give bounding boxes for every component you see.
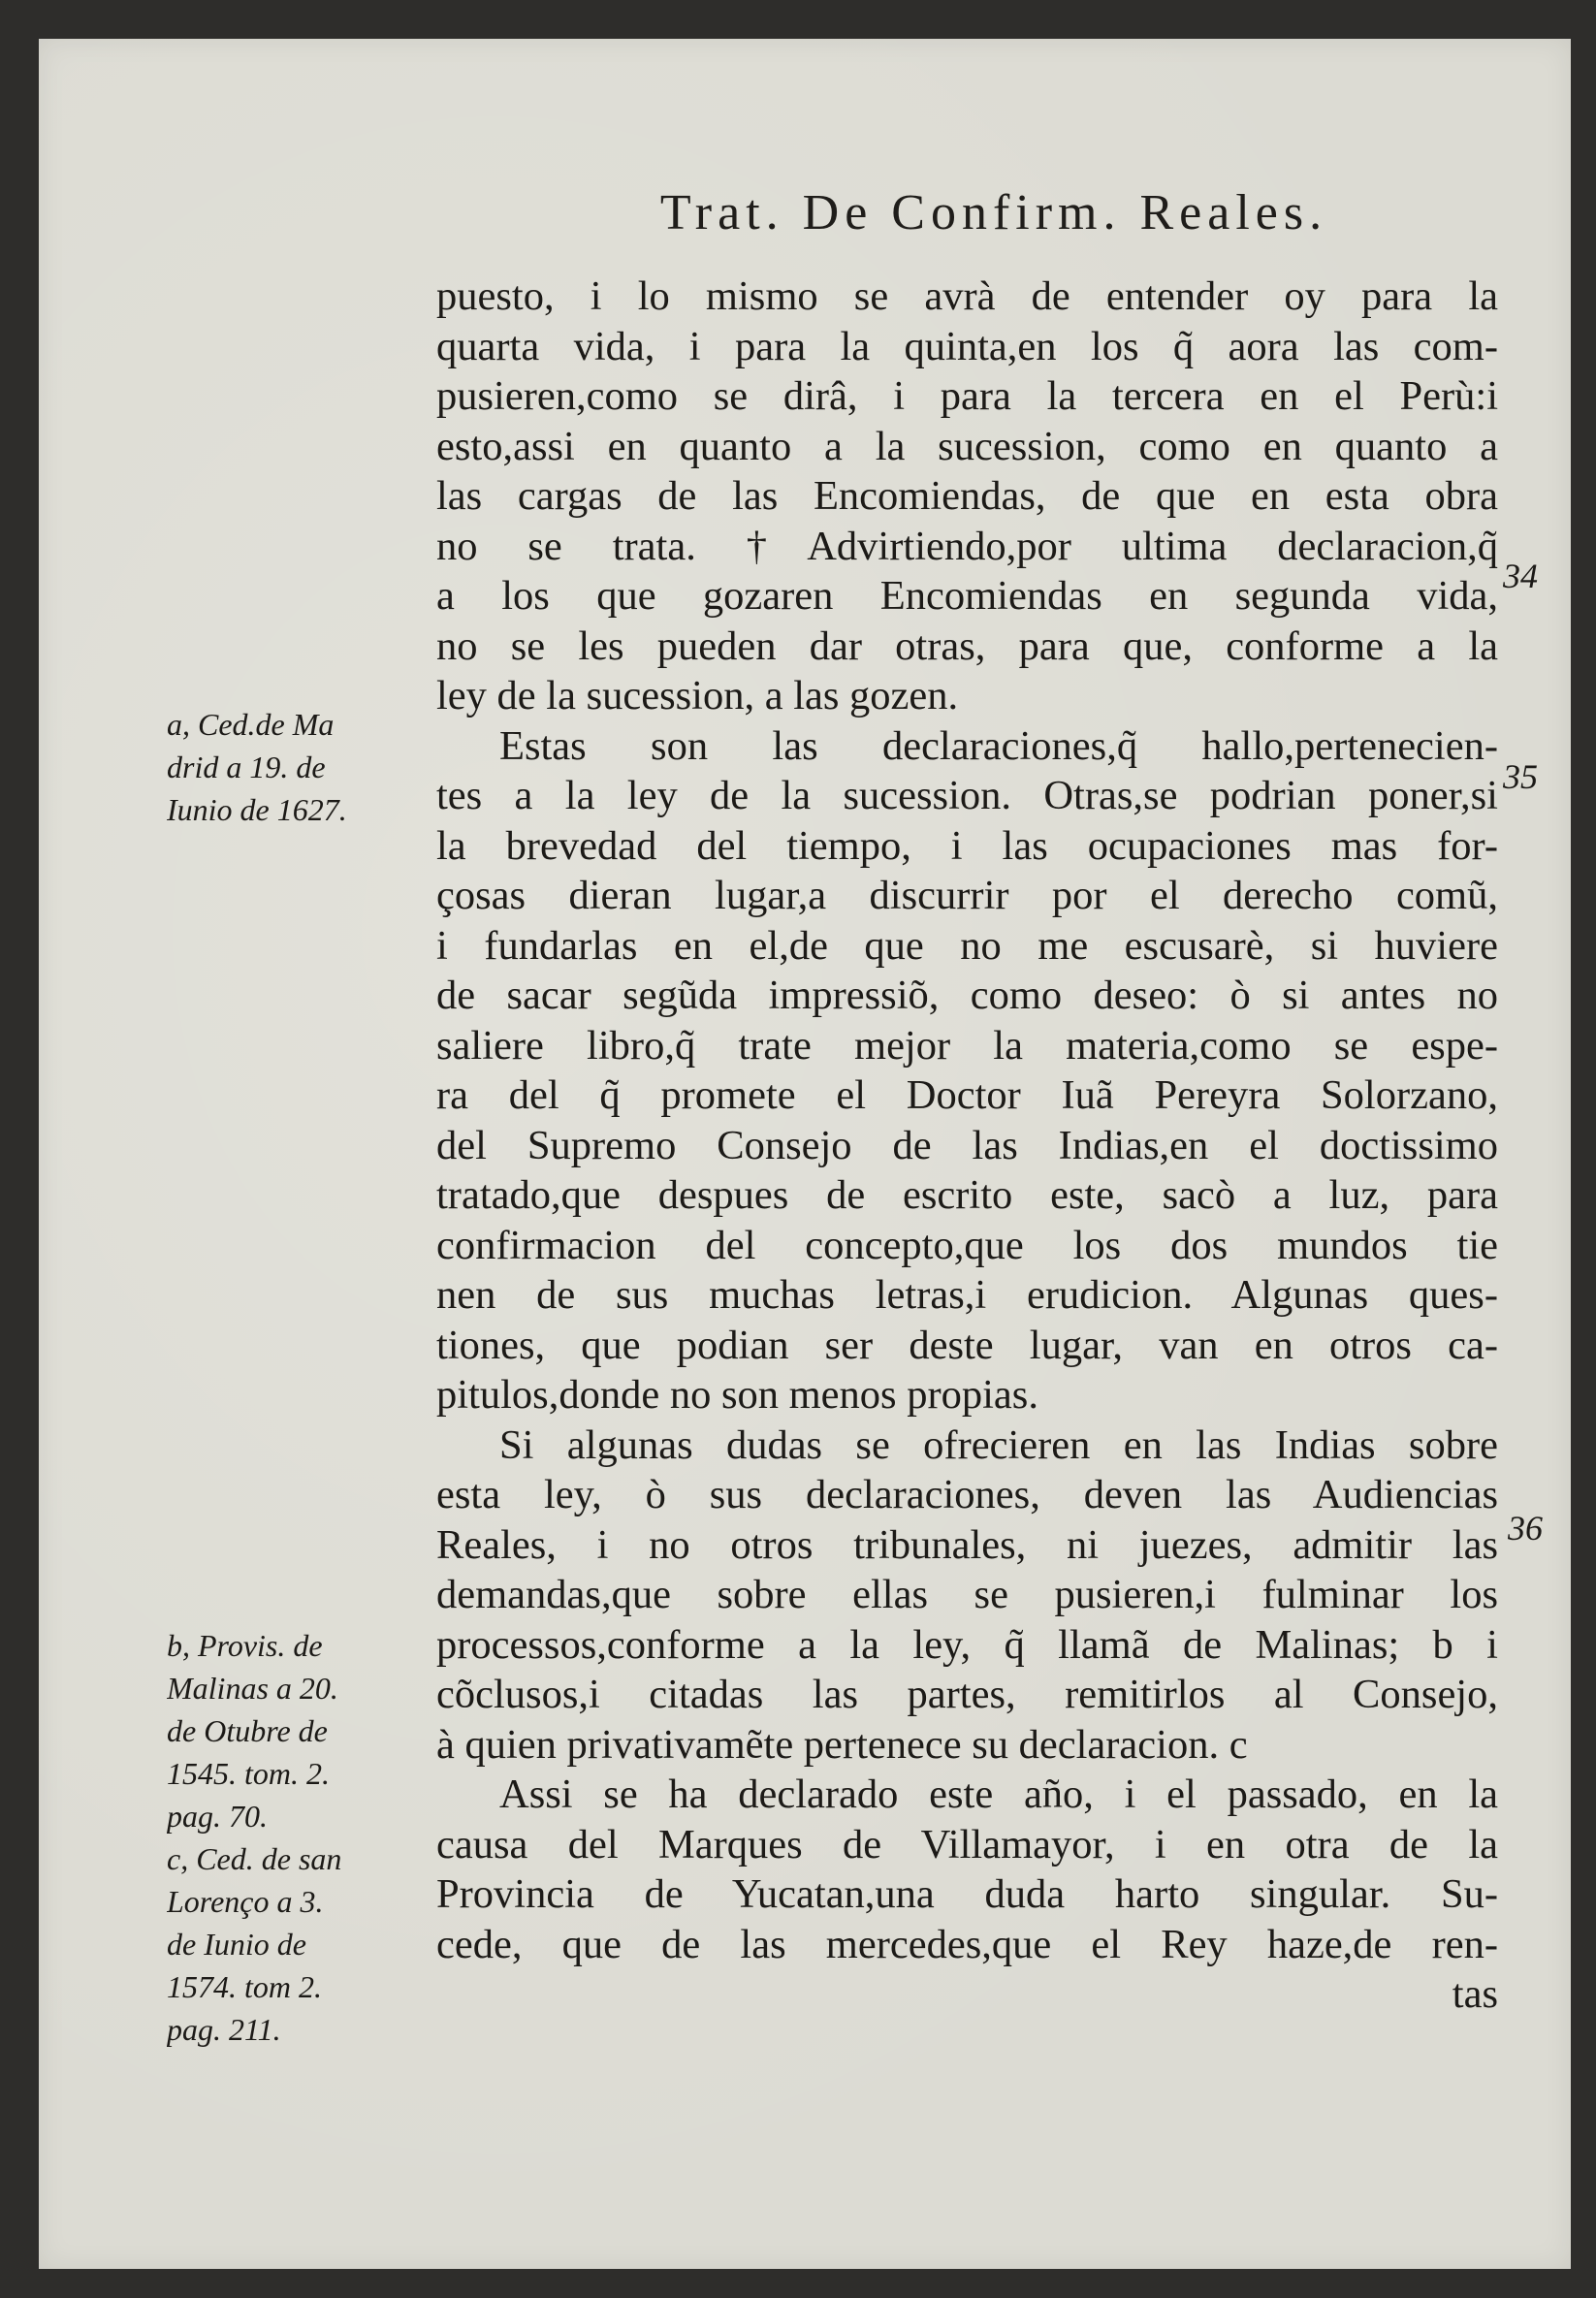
- text-line: no se trata. †Advirtiendo,por ultima declaracion,q̃: [436, 523, 1498, 569]
- text-line: a los que gozaren Encomiendas en segunda vida,: [436, 573, 1498, 619]
- text-line: las cargas de las Encomiendas, de que en esta obra: [436, 473, 1498, 519]
- side-note-line: pag. 70.: [167, 1799, 268, 1834]
- marginal-paragraph-number: 34: [1503, 557, 1538, 595]
- side-note-line: pag. 211.: [167, 2012, 281, 2047]
- text-line: nen de sus muchas letras,i erudicion. Algunas ques-: [436, 1272, 1498, 1318]
- text-line: à quien privativamẽte pertenece su declaracion. c: [436, 1721, 1248, 1768]
- side-note-b-c: [167, 1624, 424, 2051]
- text-line: la brevedad del tiempo, i las ocupaciones mas for-: [436, 822, 1498, 869]
- side-note-line: drid a 19. de: [167, 750, 326, 784]
- marginal-paragraph-number: 35: [1503, 757, 1538, 796]
- text-line: tes a la ley de la sucession. Otras,se podrian poner,si: [436, 773, 1498, 818]
- side-note-line: 1545. tom. 2.: [167, 1756, 330, 1791]
- catchword: tas: [1452, 1971, 1498, 2017]
- side-note-line: de Otubre de: [167, 1713, 328, 1748]
- side-note-line: b, Provis. de: [167, 1628, 323, 1663]
- side-note-line: a, Ced.de Ma: [167, 707, 335, 742]
- text-line: causa del Marques de Villamayor, i en otra de la: [436, 1821, 1498, 1867]
- side-note-line: c, Ced. de san: [167, 1841, 342, 1876]
- side-note-line: de Iunio de: [167, 1927, 306, 1962]
- text-line: confirmacion del concepto,que los dos mundos tie: [436, 1222, 1498, 1268]
- text-line: quarta vida, i para la quinta,en los q̃ aora las com-: [436, 323, 1498, 369]
- text-line: cõclusos,i citadas las partes, remitirlos al Consejo,: [436, 1672, 1498, 1717]
- running-head: Trat. De Confirm. Reales.: [659, 185, 1328, 240]
- text-line: no se les pueden dar otras, para que, conforme a la: [436, 622, 1498, 669]
- book-page: [39, 39, 1571, 2269]
- text-line: esta ley, ò sus declaraciones, deven las Audiencias: [436, 1472, 1498, 1517]
- text-line: puesto, i lo mismo se avrà de entender oy para la: [436, 273, 1498, 319]
- text-line: processos,conforme a la ley, q̃ llamã de Malinas; b i: [436, 1621, 1498, 1668]
- text-line: çosas dieran lugar,a discurrir por el derecho comũ,: [436, 873, 1498, 918]
- text-line: i fundarlas en el,de que no me escusarè, si huviere: [436, 922, 1498, 969]
- side-note-a: [167, 703, 424, 831]
- text-line: tratado,que despues de escrito este, sacò a luz, para: [436, 1172, 1498, 1218]
- text-line: Provincia de Yucatan,una duda harto singular. Su-: [436, 1871, 1498, 1917]
- text-line: tiones, que podian ser deste lugar, van en otros ca-: [436, 1322, 1498, 1368]
- side-note-line: Iunio de 1627.: [167, 792, 347, 827]
- text-line: ra del q̃ promete el Doctor Iuã Pereyra Solorzano,: [436, 1072, 1498, 1118]
- text-line: de sacar segũda impressiõ, como deseo: ò si antes no: [436, 973, 1498, 1018]
- text-line: Reales, i no otros tribunales, ni juezes, admitir las: [436, 1521, 1498, 1568]
- text-line: esto,assi en quanto a la sucession, como en quanto a: [436, 423, 1498, 469]
- marginal-paragraph-number: 36: [1508, 1509, 1543, 1548]
- text-line: pusieren,como se dirâ, i para la tercera en el Perù:i: [436, 373, 1498, 419]
- paragraph-start-line: Si algunas dudas se ofrecieren en las Indias sobre: [499, 1421, 1498, 1468]
- text-line: demandas,que sobre ellas se pusieren,i fulminar los: [436, 1572, 1498, 1617]
- text-line: pitulos,donde no son menos propias.: [436, 1372, 1038, 1418]
- text-line: cede, que de las mercedes,que el Rey haze,de ren-: [436, 1921, 1498, 1967]
- side-note-line: Malinas a 20.: [167, 1671, 338, 1706]
- side-note-line: Lorenço a 3.: [167, 1884, 324, 1919]
- side-note-line: 1574. tom 2.: [167, 1969, 322, 2004]
- main-text-block: [436, 271, 1498, 2020]
- paragraph-start-line: Estas son las declaraciones,q̃ hallo,pertenecien-: [499, 722, 1498, 769]
- text-line: ley de la sucession, a las gozen.: [436, 673, 959, 718]
- paragraph-start-line: Assi se ha declarado este año, i el passado, en la: [499, 1771, 1498, 1817]
- text-line: saliere libro,q̃ trate mejor la materia,como se espe-: [436, 1022, 1498, 1069]
- text-line: del Supremo Consejo de las Indias,en el doctissimo: [436, 1122, 1498, 1168]
